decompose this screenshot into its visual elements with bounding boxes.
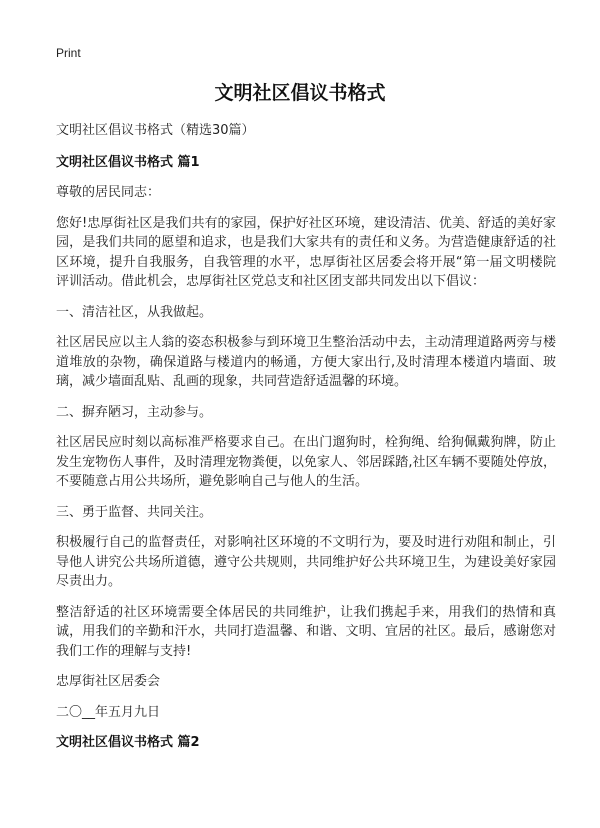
point-two-title: 二、摒弃陋习，主动参与。 <box>56 404 213 420</box>
article-heading-2: 文明社区倡议书格式 篇2 <box>56 735 200 750</box>
point-three-body: 积极履行自己的监督责任，对影响社区环境的不文明行为，要及时进行劝阻和制止，引导他人讲究公共场所道德，遵守公共规则，共同维护好公共环境卫生，为建设美好家园尽责出力。 <box>56 535 556 589</box>
document-body <box>56 121 556 764</box>
print-link[interactable]: Print <box>56 46 81 60</box>
document-subtitle: 文明社区倡议书格式（精选30篇） <box>56 123 255 138</box>
intro-paragraph: 您好!忠厚街社区是我们共有的家园，保护好社区环境，建设清洁、优美、舒适的美好家园，是我们共同的愿望和追求，也是我们大家共有的责任和义务。为营造健康舒适的社区环境，提升自我服务，自我管理的水平，忠厚街社区居委会将开展“第一届文明楼院评训活动。借此机会，忠厚街社区党总支和社区团支部共同发出以下倡议： <box>56 215 556 289</box>
page-title: 文明社区倡议书格式 <box>214 82 386 104</box>
point-two-body: 社区居民应时刻以高标准严格要求自己。在出门遛狗时，栓狗绳、给狗佩戴狗牌，防止发生宠物伤人事件，及时清理宠物粪便，以免家人、邻居踩踏,社区车辆不要随处停放，不要随意占用公共场所，避免影响自己与他人的生活。 <box>56 435 556 489</box>
closing-paragraph: 整洁舒适的社区环境需要全体居民的共同维护，让我们携起手来，用我们的热情和真诚，用我们的辛勤和汗水，共同打造温馨、和谐、文明、宜居的社区。最后，感谢您对我们工作的理解与支持! <box>56 604 556 659</box>
date-line: 二〇__年五月九日 <box>56 704 161 720</box>
point-one-body: 社区居民应以主人翁的姿态积极参与到环境卫生整治活动中去，主动清理道路两旁与楼道堆放的杂物，确保道路与楼道内的畅通，方便大家出行,及时清理本楼道内墙面、玻璃，减少墙面乱贴、乱画的现象，共同营造舒适温馨的环境。 <box>56 335 556 389</box>
greeting: 尊敬的居民同志： <box>56 185 161 200</box>
point-three-title: 三、勇于监督、共同关注。 <box>56 504 213 520</box>
signature: 忠厚街社区居委会 <box>56 674 161 689</box>
article-heading: 文明社区倡议书格式 篇1 <box>56 154 200 170</box>
point-one-title: 一、清洁社区，从我做起。 <box>56 304 213 320</box>
